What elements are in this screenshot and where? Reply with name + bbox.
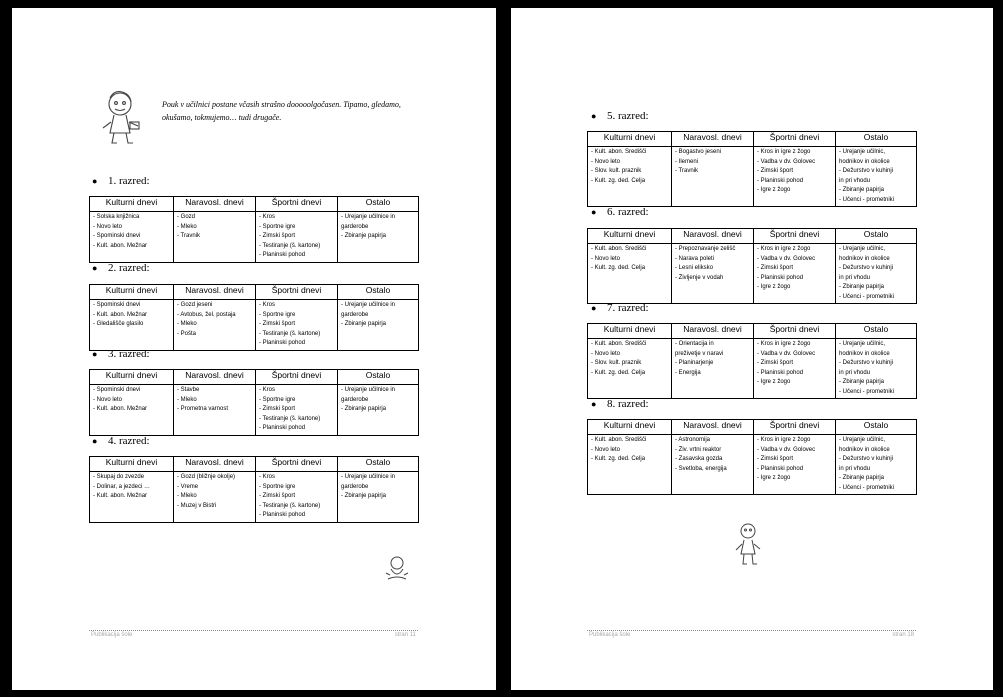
grade-heading: ● 7. razred: xyxy=(591,302,649,314)
list-item: - Zbiranje papirja xyxy=(839,475,885,481)
column-header: Kulturni dnevi xyxy=(588,420,672,435)
mascot-illustration xyxy=(733,520,763,570)
list-item: - Kult. abon. Mežnar xyxy=(93,406,148,412)
list-item: - Zimski šport xyxy=(757,360,793,366)
grade-heading: ● 6. razred: xyxy=(591,206,649,218)
table-cell xyxy=(174,300,256,351)
bullet-icon: ● xyxy=(591,111,597,121)
list-item: - Kros xyxy=(259,387,276,393)
grade-heading: ● 1. razred: xyxy=(92,175,150,187)
list-item: - Gledališče glasilo xyxy=(93,321,144,327)
list-item: - Vadba v dv. Golovec xyxy=(757,255,816,262)
grade-heading: ● 5. razred: xyxy=(591,110,649,122)
list-item: - Planinski pohod xyxy=(259,252,306,258)
list-item: - Dežurstvo v kuhinji xyxy=(839,360,894,366)
list-item: garderobe xyxy=(341,483,369,490)
table-cell xyxy=(672,147,754,207)
list-item: - Zbiranje papirja xyxy=(341,233,387,239)
list-item: - Planinski pohod xyxy=(757,177,804,184)
list-item: - Kult. abon. Središči xyxy=(591,341,647,347)
column-header: Naravosl. dnevi xyxy=(672,324,754,339)
list-item: - Travnik xyxy=(675,168,699,174)
column-header: Športni dnevi xyxy=(256,197,338,212)
column-header: Naravosl. dnevi xyxy=(174,370,256,385)
list-item: - Bogastvo jeseni xyxy=(675,149,722,155)
list-item: - Astronomija xyxy=(675,437,711,443)
bullet-icon: ● xyxy=(591,399,597,409)
page-footer: Publikacija šole stran 18 xyxy=(589,632,914,638)
column-header: Ostalo xyxy=(338,197,419,212)
small-drawing-illustration xyxy=(382,553,412,583)
column-header: Kulturni dnevi xyxy=(588,229,672,244)
activity-table xyxy=(587,131,917,207)
list-item: - Kult. zg. ded. Celja xyxy=(591,369,646,376)
list-item: - Spominski dnevi xyxy=(93,387,141,393)
list-item: - Zimski šport xyxy=(259,406,295,412)
list-item: - Šolska knjižnica xyxy=(93,214,140,220)
list-item: - Igre z žogo xyxy=(757,379,791,385)
table-cell xyxy=(836,244,917,304)
list-item: - Svetloba, energija xyxy=(675,465,727,472)
list-item: - Zbiranje papirja xyxy=(839,284,885,290)
list-item: - Kult. abon. Središči xyxy=(591,149,647,155)
list-item: - Mleko xyxy=(177,223,197,230)
grade-heading: ● 8. razred: xyxy=(591,398,649,410)
column-header: Ostalo xyxy=(836,132,917,147)
list-item: - Zimski šport xyxy=(259,321,295,327)
list-item: - Urejanje učilnice in xyxy=(341,214,396,220)
list-item: - Kult. abon. Središči xyxy=(591,437,647,443)
list-item: - Novo leto xyxy=(93,223,123,230)
list-item: - Gozd xyxy=(177,214,196,220)
list-item: - Planinski pohod xyxy=(259,512,306,518)
document-page-right xyxy=(511,8,993,690)
mascot-illustration xyxy=(100,88,144,148)
column-header: Ostalo xyxy=(338,285,419,300)
list-item: - Kros in igre z žogo xyxy=(757,246,811,252)
table-cell xyxy=(256,385,338,436)
table-cell xyxy=(836,435,917,495)
list-item: hodnikov in okolice xyxy=(839,158,890,165)
list-item: - Dežurstvo v kuhinji xyxy=(839,456,894,462)
list-item: - Vreme xyxy=(177,483,199,490)
list-item: - Igre z žogo xyxy=(757,187,791,193)
list-item: - Učenci - prometniki xyxy=(839,196,895,203)
list-item: - Vadba v dv. Golovec xyxy=(757,158,816,165)
table-cell xyxy=(338,472,419,523)
activity-table xyxy=(89,456,419,523)
list-item: - Kult. zg. ded. Celja xyxy=(591,265,646,271)
list-item: - Zimski šport xyxy=(757,265,793,271)
table-cell xyxy=(754,435,836,495)
list-item: in pri vhodu xyxy=(839,465,871,472)
list-item: - Življenje v vodah xyxy=(675,274,724,281)
table-cell xyxy=(90,385,174,436)
column-header: Naravosl. dnevi xyxy=(174,197,256,212)
list-item: - Kros xyxy=(259,302,276,308)
list-item: - Skupaj do zvezde xyxy=(93,474,145,480)
list-item: - Ilemeni xyxy=(675,158,699,165)
table-cell xyxy=(90,212,174,263)
bullet-icon: ● xyxy=(591,303,597,313)
column-header: Naravosl. dnevi xyxy=(672,229,754,244)
column-header: Športni dnevi xyxy=(754,229,836,244)
column-header: Ostalo xyxy=(836,324,917,339)
list-item: - Zimski šport xyxy=(757,168,793,174)
table-cell xyxy=(754,244,836,304)
list-item: - Zimski šport xyxy=(259,493,295,499)
list-item: - Urejanje učilnic, xyxy=(839,149,886,155)
list-item: - Pošta xyxy=(177,330,197,337)
column-header: Ostalo xyxy=(338,457,419,472)
list-item: - Kult. zg. ded. Celja xyxy=(591,456,646,462)
list-item: garderobe xyxy=(341,311,369,318)
intro-text: Pouk v učilnici postane včasih strašno dooooolgočasen. Tipamo, gledamo, okušamo, tokmujemo… tudi drugače. xyxy=(162,100,401,122)
list-item: hodnikov in okolice xyxy=(839,446,890,453)
table-cell xyxy=(256,300,338,351)
column-header: Športni dnevi xyxy=(256,285,338,300)
list-item: - Planinski pohod xyxy=(757,369,804,376)
table-cell xyxy=(588,244,672,304)
bullet-icon: ● xyxy=(591,207,597,217)
list-item: - Planinski pohod xyxy=(259,425,306,431)
list-item: - Športne igre xyxy=(259,311,296,318)
list-item: - Kult. abon. Središči xyxy=(591,246,647,252)
column-header: Naravosl. dnevi xyxy=(672,132,754,147)
list-item: - Športne igre xyxy=(259,223,296,230)
list-item: preživetje v naravi xyxy=(675,350,724,357)
list-item: - Kult. abon. Mežnar xyxy=(93,242,148,249)
table-cell xyxy=(174,472,256,523)
column-header: Naravosl. dnevi xyxy=(174,285,256,300)
list-item: garderobe xyxy=(341,396,369,403)
activity-table xyxy=(89,284,419,351)
table-cell xyxy=(174,385,256,436)
activity-table xyxy=(587,323,917,399)
list-item: - Novo leto xyxy=(93,396,123,403)
list-item: - Kros xyxy=(259,474,276,480)
table-cell xyxy=(836,339,917,399)
table-cell xyxy=(836,147,917,207)
list-item: - Urejanje učilnice in xyxy=(341,302,396,308)
table-cell xyxy=(338,385,419,436)
list-item: - Slov. kult. praznik xyxy=(591,168,642,174)
table-cell xyxy=(754,339,836,399)
list-item: - Gozd (bližnje okolje) xyxy=(177,474,236,480)
list-item: - Slov. kult. praznik xyxy=(591,360,642,366)
column-header: Naravosl. dnevi xyxy=(672,420,754,435)
column-header: Kulturni dnevi xyxy=(588,324,672,339)
column-header: Ostalo xyxy=(836,229,917,244)
table-cell xyxy=(338,212,419,263)
list-item: - Športne igre xyxy=(259,483,296,490)
activity-table xyxy=(89,196,419,263)
list-item: - Urejanje učilnice in xyxy=(341,474,396,480)
list-item: - Zasavska gozda xyxy=(675,456,723,462)
list-item: hodnikov in okolice xyxy=(839,350,890,357)
list-item: - Urejanje učilnic, xyxy=(839,437,886,443)
table-cell xyxy=(256,472,338,523)
table-cell xyxy=(672,435,754,495)
list-item: - Zimski šport xyxy=(259,233,295,239)
list-item: - Mleko xyxy=(177,321,197,327)
list-item: - Testiranje (š. kartone) xyxy=(259,242,321,249)
list-item: - Novo leto xyxy=(591,350,621,357)
list-item: - Avtobus, žel. postaja xyxy=(177,311,236,318)
list-item: - Muzej v Bistri xyxy=(177,502,217,509)
list-item: - Zbiranje papirja xyxy=(839,187,885,193)
table-cell xyxy=(672,244,754,304)
column-header: Kulturni dnevi xyxy=(90,457,174,472)
column-header: Naravosl. dnevi xyxy=(174,457,256,472)
table-cell xyxy=(174,212,256,263)
column-header: Kulturni dnevi xyxy=(90,197,174,212)
grade-heading: ● 3. razred: xyxy=(92,348,150,360)
column-header: Ostalo xyxy=(338,370,419,385)
column-header: Športni dnevi xyxy=(754,420,836,435)
list-item: - Mleko xyxy=(177,396,197,403)
list-item: - Travnik xyxy=(177,233,201,239)
column-header: Športni dnevi xyxy=(754,132,836,147)
list-item: - Testiranje (š. kartone) xyxy=(259,415,321,422)
column-header: Ostalo xyxy=(836,420,917,435)
column-header: Športni dnevi xyxy=(256,370,338,385)
bullet-icon: ● xyxy=(92,176,98,186)
list-item: hodnikov in okolice xyxy=(839,255,890,262)
document-page-left xyxy=(12,8,496,690)
list-item: - Prometna varnost xyxy=(177,406,229,412)
list-item: - Kult. abon. Mežnar xyxy=(93,493,148,499)
table-cell xyxy=(90,472,174,523)
table-cell xyxy=(588,147,672,207)
list-item: - Planinarjenje xyxy=(675,360,714,366)
table-cell xyxy=(90,300,174,351)
list-item: - Zimski šport xyxy=(757,456,793,462)
list-item: - Zbiranje papirja xyxy=(341,406,387,412)
list-item: - Učenci - prometniki xyxy=(839,388,895,395)
list-item: - Vadba v dv. Golovec xyxy=(757,350,816,357)
table-cell xyxy=(588,339,672,399)
list-item: - Narava poleti xyxy=(675,255,715,262)
list-item: - Zbiranje papirja xyxy=(341,321,387,327)
activity-table xyxy=(587,228,917,304)
list-item: - Kros in igre z žogo xyxy=(757,149,811,155)
table-cell xyxy=(256,212,338,263)
list-item: - Živ. vrtni reaktor xyxy=(675,446,722,453)
list-item: - Lesni eliksko xyxy=(675,265,714,271)
list-item: in pri vhodu xyxy=(839,369,871,376)
list-item: - Kult. zg. ded. Celja xyxy=(591,177,646,184)
list-item: - Kros in igre z žogo xyxy=(757,437,811,443)
list-item: - Igre z žogo xyxy=(757,284,791,290)
list-item: - Športne igre xyxy=(259,396,296,403)
list-item: - Učenci - prometniki xyxy=(839,484,895,491)
grade-heading: ● 2. razred: xyxy=(92,262,150,274)
table-cell xyxy=(588,435,672,495)
list-item: - Učenci - prometniki xyxy=(839,293,895,300)
list-item: - Kros in igre z žogo xyxy=(757,341,811,347)
list-item: - Dolinar, a jezdeci … xyxy=(93,483,151,490)
list-item: - Vadba v dv. Golovec xyxy=(757,446,816,453)
list-item: - Urejanje učilnic, xyxy=(839,341,886,347)
list-item: - Dežurstvo v kuhinji xyxy=(839,265,894,271)
page-footer: Publikacija šole stran 11 xyxy=(91,632,416,638)
list-item: - Planinski pohod xyxy=(259,340,306,346)
list-item: in pri vhodu xyxy=(839,274,871,281)
list-item: - Novo leto xyxy=(591,255,621,262)
list-item: - Dežurstvo v kuhinji xyxy=(839,168,894,174)
list-item: - Testiranje (š. kartone) xyxy=(259,330,321,337)
list-item: - Prepoznavanje zelišč xyxy=(675,246,736,252)
list-item: - Zbiranje papirja xyxy=(341,493,387,499)
column-header: Športni dnevi xyxy=(754,324,836,339)
list-item: - Stavbe xyxy=(177,387,200,393)
grade-heading: ● 4. razred: xyxy=(92,435,150,447)
list-item: - Energija xyxy=(675,369,701,376)
column-header: Kulturni dnevi xyxy=(588,132,672,147)
column-header: Športni dnevi xyxy=(256,457,338,472)
list-item: - Urejanje učilnice in xyxy=(341,387,396,393)
bullet-icon: ● xyxy=(92,436,98,446)
bullet-icon: ● xyxy=(92,349,98,359)
table-cell xyxy=(338,300,419,351)
list-item: - Igre z žogo xyxy=(757,475,791,481)
list-item: - Planinski pohod xyxy=(757,274,804,281)
list-item: - Mleko xyxy=(177,493,197,499)
list-item: - Spominski dnevi xyxy=(93,233,141,239)
list-item: - Kult. abon. Mežnar xyxy=(93,311,148,318)
activity-table xyxy=(587,419,917,495)
table-cell xyxy=(672,339,754,399)
list-item: - Novo leto xyxy=(591,446,621,453)
list-item: in pri vhodu xyxy=(839,177,871,184)
list-item: - Spominski dnevi xyxy=(93,302,141,308)
activity-table xyxy=(89,369,419,436)
list-item: - Testiranje (š. kartone) xyxy=(259,502,321,509)
list-item: - Kros xyxy=(259,214,276,220)
list-item: garderobe xyxy=(341,223,369,230)
column-header: Kulturni dnevi xyxy=(90,370,174,385)
list-item: - Novo leto xyxy=(591,158,621,165)
list-item: - Zbiranje papirja xyxy=(839,379,885,385)
list-item: - Orientacija in xyxy=(675,341,714,347)
list-item: - Planinski pohod xyxy=(757,465,804,472)
bullet-icon: ● xyxy=(92,263,98,273)
list-item: - Urejanje učilnic, xyxy=(839,246,886,252)
list-item: - Gozd jeseni xyxy=(177,302,213,308)
table-cell xyxy=(754,147,836,207)
column-header: Kulturni dnevi xyxy=(90,285,174,300)
